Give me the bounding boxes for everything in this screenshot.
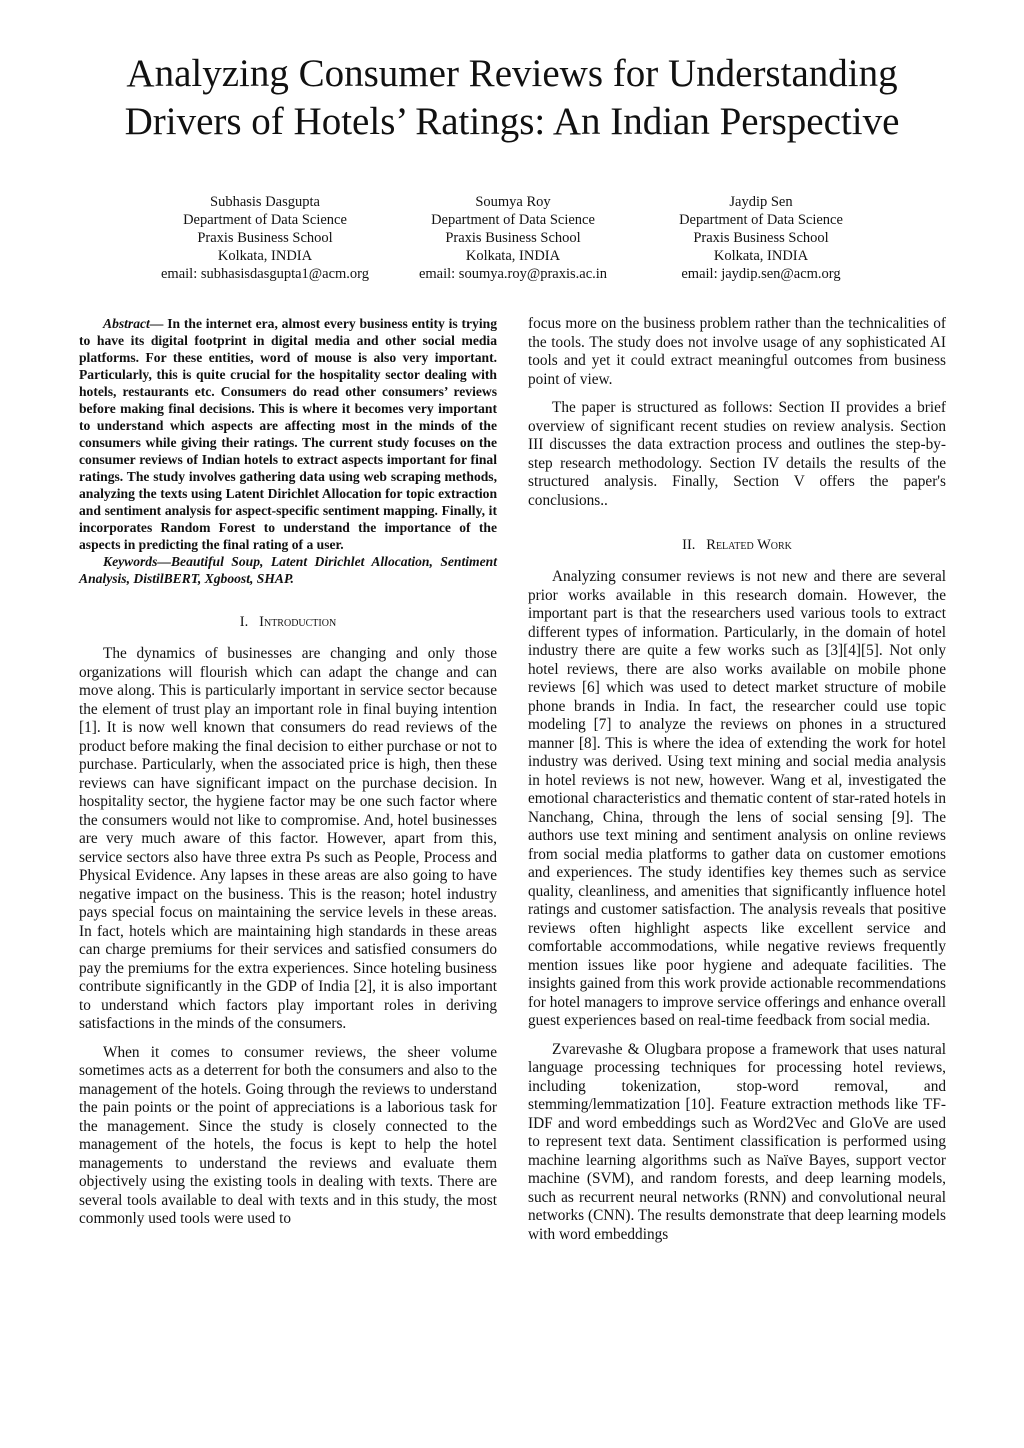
section-number: II.	[682, 537, 696, 553]
keywords: Keywords—Beautiful Soup, Latent Dirichlet Allocation, Sentiment Analysis, DistilBERT, Xgboost, SHAP.	[79, 554, 497, 586]
section-title: Related Work	[706, 537, 792, 553]
intro-paragraph-2: When it comes to consumer reviews, the sheer volume sometimes acts as a deterrent for both the consumers and also to the management of the hotels. Going through the reviews to understand the pain points or the point of appreciations is a laborious task for the management. Since the study is closely connected to the management of the hotels, the focus is kept to help the hotel managements to understand the reviews and evaluate them objectively using the existing tools in dealing with texts. There are several tools available to deal with texts and in this study, the most commonly used tools were used to	[79, 1043, 497, 1227]
left-column	[79, 315, 497, 1229]
author-department: Department of Data Science	[679, 212, 843, 228]
author-organization: Praxis Business School	[445, 230, 581, 246]
author-organization: Praxis Business School	[693, 230, 829, 246]
right-column	[528, 315, 946, 1244]
author-department: Department of Data Science	[431, 212, 595, 228]
author-2	[383, 193, 643, 283]
author-1	[135, 193, 395, 283]
intro-paragraph-4: The paper is structured as follows: Section II provides a brief overview of significant recent studies on review analysis. Section III discusses the data extraction process and outlines the step-by-step research methodology. Section IV details the results of the structured analysis. Finally, Section V offers the paper's conclusions..	[528, 399, 946, 509]
section-heading-related-work	[528, 536, 946, 554]
author-name: Jaydip Sen	[729, 194, 793, 210]
related-paragraph-2: Zvarevashe & Olugbara propose a framework that uses natural language processing techniques for processing hotel reviews, including tokenization, stop-word removal, and stemming/lemmatization [10]. Feature extraction methods like TF-IDF and word embeddings such as Word2Vec and GloVe are used to represent text data. Sentiment classification is performed using machine learning algorithms such as Naïve Bayes, support vector machine (SVM), and random forests, and deep learning models, such as recurrent neural networks (RNN) and convolutional neural networks (CNN). The results demonstrate that deep learning models with word embeddings	[528, 1040, 946, 1243]
title-line-1: Analyzing Consumer Reviews for Understanding	[126, 52, 898, 95]
related-paragraph-1: Analyzing consumer reviews is not new and there are several prior works available in this research domain. However, the important part is that the researchers used various tools to extract different types of information. Particularly, in the domain of hotel industry there are quite a few works such as [3][4][5]. Not only hotel reviews, there are also works available on mobile phone reviews [6] which was used to detect market structure of mobile phone brands in India. In fact, the researcher could use topic modeling [7] to analyze the reviews on phones in a structured manner [8]. This is where the idea of extending the work for hotel industry was derived. Using text mining and social media analysis in hotel reviews is not new, however. Wang et al, investigated the emotional characteristics and thematic content of star-rated hotels in Nanchang, China, through the lens of social sensing [9]. The authors use text mining and sentiment analysis on online reviews from social media platforms to gather data on customer emotions and experiences. The study identifies key themes such as service quality, cleanliness, and amenities that significantly influence hotel ratings and customer satisfaction. The analysis reveals that positive reviews often highlight aspects like excellent service and comfortable accommodations, while negative reviews frequently mention issues like poor hygiene and adequate facilities. The insights gained from this work provide actionable recommendations for hotel managers to improve service offerings and enhance overall guest experiences based on real-time feedback from social media.	[528, 568, 946, 1029]
abstract-text: In the internet era, almost every business entity is trying to have its digital footprint in digital media and other social media platforms. For these entities, word of mouse is also very important. Particularly, this is quite crucial for the hospitality sector dealing with hotels, restaurants etc. Consumers do read other consumers’ reviews before making final decisions. This is where it becomes very important to understand which aspects are affecting most in the minds of the consumers while giving their ratings. The current study focuses on the consumer reviews of Indian hotels to extract aspects important for final ratings. The study involves gathering data using web scraping methods, analyzing the texts using Latent Dirichlet Allocation for topic extraction and sentiment analysis for aspect-specific sentiment mapping. Finally, it incorporates Random Forest to understand the importance of the aspects in predicting the final rating of a user.	[79, 316, 497, 552]
author-department: Department of Data Science	[183, 212, 347, 228]
author-3	[631, 193, 891, 283]
abstract	[79, 315, 497, 553]
author-location: Kolkata, INDIA	[713, 248, 809, 264]
author-name: Subhasis Dasgupta	[210, 194, 320, 210]
author-email: email: soumya.roy@praxis.ac.in	[418, 266, 608, 282]
author-location: Kolkata, INDIA	[217, 248, 313, 264]
intro-paragraph-1: The dynamics of businesses are changing and only those organizations will flourish which can adapt the change and can move along. This is particularly important in service sector because the element of trust play an important role in final buying intention [1]. It is now well known that consumers do read reviews of the product before making the final decision to either purchase or not to purchase. Particularly, when the associated price is high, then these reviews can have significant impact on the purchase decision. In hospitality sector, the hygiene factor may be one such factor where the consumers would not like to compromise. And, hotel businesses are very much aware of this factor. However, apart from this, service sectors also have three extra Ps such as People, Process and Physical Evidence. Any lapses in these areas are also going to have negative impact on the business. This is the reason; hotel industry pays special focus on maintaining the service levels in these areas. In fact, hotels which are maintaining high standards in these areas can charge premiums for their services and satisfied consumers do pay the premiums for the extra experiences. Since hoteling business contribute significantly in the GDP of India [2], it is also important to understand which factors play important roles in deriving satisfactions in the minds of the consumers.	[79, 645, 497, 1032]
section-title: Introduction	[259, 614, 337, 630]
author-name: Soumya Roy	[475, 194, 551, 210]
author-email: email: jaydip.sen@acm.org	[681, 266, 841, 282]
author-email: email: subhasisdasgupta1@acm.org	[161, 266, 369, 282]
section-heading-introduction	[79, 613, 497, 631]
title-line-2: Drivers of Hotels’ Ratings: An Indian Perspective	[124, 100, 900, 143]
author-organization: Praxis Business School	[197, 230, 333, 246]
intro-paragraph-3: focus more on the business problem rather than the technicalities of the tools. The study does not involve usage of any sophisticated AI tools and yet it could extract meaningful outcomes from business point of view.	[528, 315, 946, 388]
paper-title	[60, 50, 964, 146]
section-number: I.	[239, 614, 249, 630]
abstract-label: Abstract—	[103, 316, 164, 331]
author-location: Kolkata, INDIA	[465, 248, 561, 264]
